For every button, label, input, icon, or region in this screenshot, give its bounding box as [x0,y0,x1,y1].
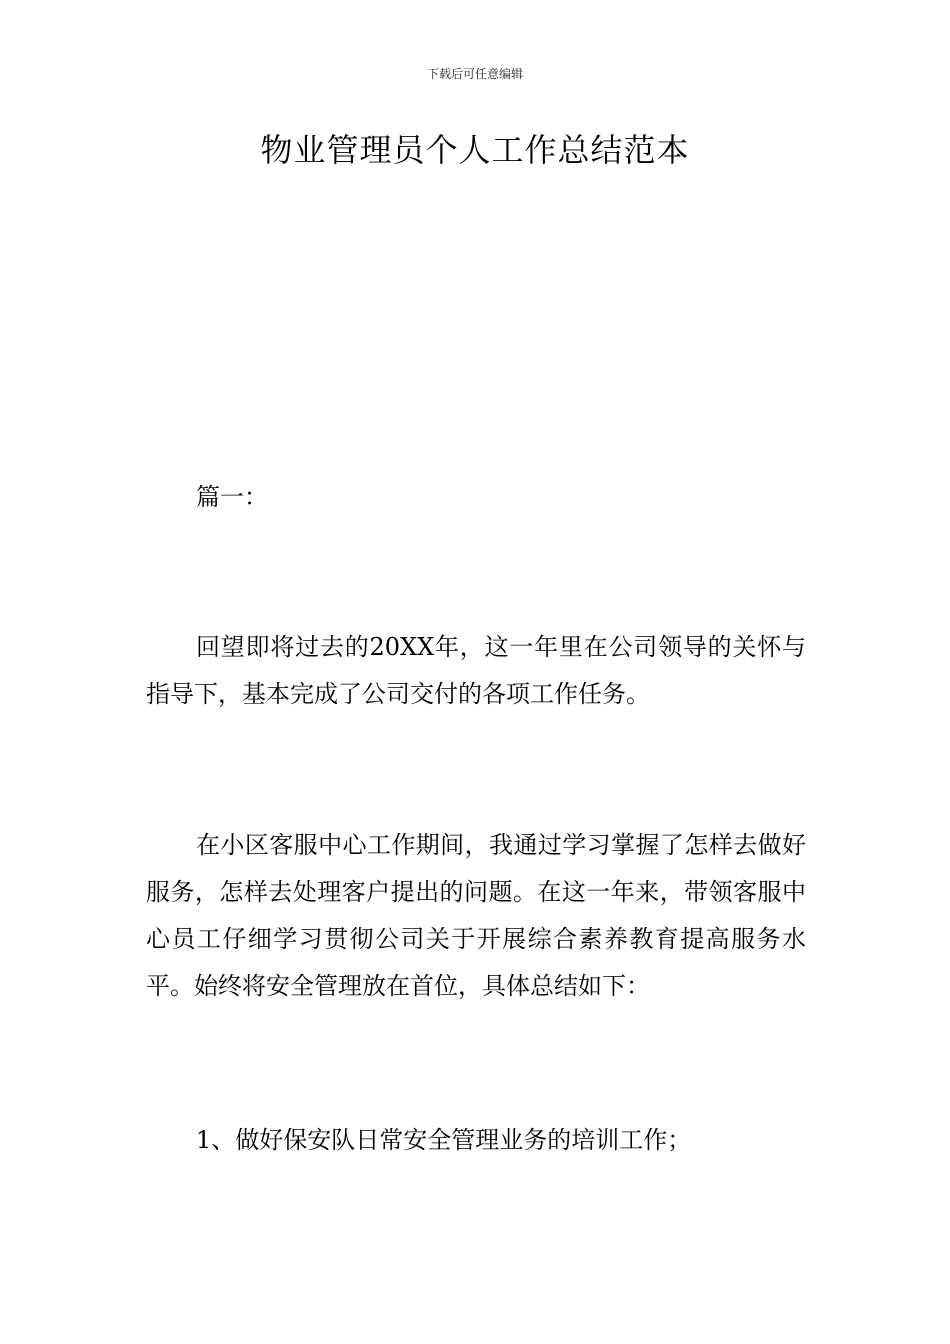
header-note: 下载后可任意编辑 [426,67,523,81]
section-label: 篇一： [196,483,268,511]
paragraph-3: 1、做好保安队日常安全管理业务的培训工作； [196,1126,692,1154]
document-title: 物业管理员个人工作总结范本 [260,131,690,169]
paragraph-1: 回望即将过去的20XX年，这一年里在公司领导的关怀与指导下，基本完成了公司交付的各项工作任务。 [146,633,806,708]
paragraph-2: 在小区客服中心工作期间，我通过学习掌握了怎样去做好服务，怎样去处理客户提出的问题。在这一年来，带领客服中心员工仔细学习贯彻公司关于开展综合素养教育提高服务水平。始终将安全管理放在首位，具体总结如下： [146,831,806,1000]
